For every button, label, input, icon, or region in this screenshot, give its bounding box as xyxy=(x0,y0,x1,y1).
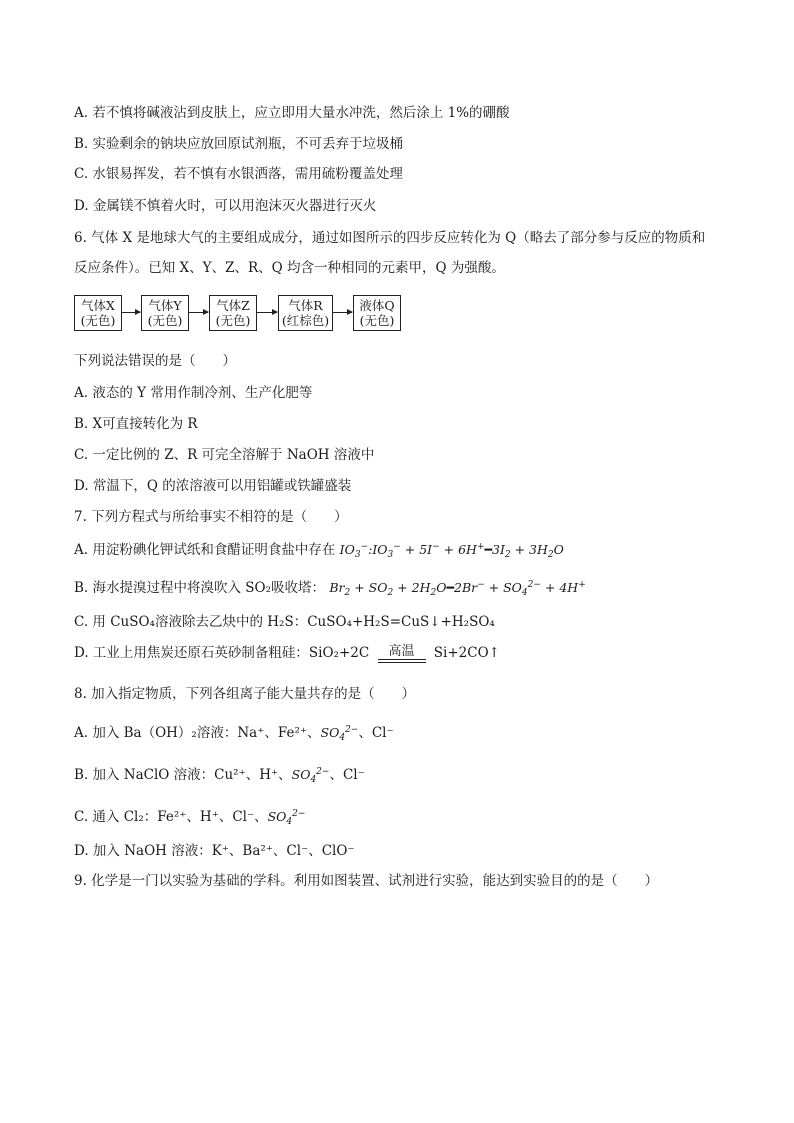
q6-stem-line1: 6. 气体 X 是地球大气的主要组成成分，通过如图所示的四步反应转化为 Q（略去了部分参与反应的物质和 xyxy=(74,230,706,246)
q6-stem-line2: 反应条件）。已知 X、Y、Z、R、Q 均含一种相同的元素甲，Q 为强酸。 xyxy=(74,260,505,276)
q5-option-b: B. 实验剩余的钠块应放回原试剂瓶，不可丢弃于垃圾桶 xyxy=(74,136,404,152)
flow-arrow xyxy=(122,312,140,313)
q7-option-a: A. 用淀粉碘化钾试纸和食醋证明食盐中存在 $IO_3^-:IO_3^- + 5I^-$ + $6H^+━3I_2 + 3H_2O$ xyxy=(74,542,564,560)
q7-option-b: B. 海水提溴过程中将溴吹入 SO₂吸收塔： $Br_2 + SO_2$ + $2H_2O━2Br^- + SO_4^{2-} + 4H^+$ xyxy=(74,580,586,598)
q8-option-d: D. 加入 NaOH 溶液：K⁺、Ba²⁺、Cl⁻、ClO⁻ xyxy=(74,843,355,859)
q7-option-d: D. 工业上用焦炭还原石英砂制备粗硅：SiO₂+2C 高温 Si+2CO↑ xyxy=(74,644,500,661)
q9-stem: 9. 化学是一门以实验为基础的学科。利用如图装置、试剂进行实验，能达到实验目的的是（ ） xyxy=(74,873,659,889)
sulfate-ion: $SO_4^{2-}$ xyxy=(267,809,306,827)
sulfate-ion: $SO_4^{2-}$ xyxy=(291,767,330,785)
q6-question: 下列说法错误的是（ ） xyxy=(74,353,236,369)
sulfate-ion: $SO_4^{2-}$ xyxy=(320,725,359,743)
flow-box-z: 气体Z (无色) xyxy=(209,295,257,331)
flow-box-x: 气体X (无色) xyxy=(74,295,122,331)
reaction-condition: 高温 xyxy=(378,644,426,663)
q8-stem: 8. 加入指定物质，下列各组离子能大量共存的是（ ） xyxy=(74,686,416,702)
flow-box-q: 液体Q (无色) xyxy=(353,295,401,331)
flow-arrow xyxy=(333,312,352,313)
q5-option-a: A. 若不慎将碱液沾到皮肤上，应立即用大量水冲洗，然后涂上 1%的硼酸 xyxy=(74,105,510,121)
q7-b-equation: $Br_2 + SO_2$ + $2H_2O━2Br^- + SO_4^{2-} + 4H^+$ xyxy=(329,580,586,598)
q8-option-b: B. 加入 NaClO 溶液：Cu²⁺、H⁺、$SO_4^{2-}$、Cl⁻ xyxy=(74,767,365,785)
flow-arrow xyxy=(189,312,208,313)
q6-option-c: C. 一定比例的 Z、R 可完全溶解于 NaOH 溶液中 xyxy=(74,447,375,463)
flow-box-y: 气体Y (无色) xyxy=(141,295,189,331)
q5-option-d: D. 金属镁不慎着火时，可以用泡沫灭火器进行灭火 xyxy=(74,198,377,214)
q7-a-equation: $IO_3^-:IO_3^- + 5I^-$ + $6H^+━3I_2 + 3H_2O$ xyxy=(339,542,564,560)
q6-option-a: A. 液态的 Y 常用作制冷剂、生产化肥等 xyxy=(74,385,313,401)
q6-conversion-diagram xyxy=(74,295,404,333)
q5-option-c: C. 水银易挥发，若不慎有水银洒落，需用硫粉覆盖处理 xyxy=(74,166,403,182)
q6-option-d: D. 常温下，Q 的浓溶液可以用铝罐或铁罐盛装 xyxy=(74,478,352,494)
flow-box-r: 气体R (红棕色) xyxy=(278,295,333,331)
q8-option-c: C. 通入 Cl₂：Fe²⁺、H⁺、Cl⁻、$SO_4^{2-}$ xyxy=(74,809,306,827)
q8-option-a: A. 加入 Ba（OH）₂溶液：Na⁺、Fe²⁺、$SO_4^{2-}$、Cl⁻ xyxy=(74,725,394,743)
q6-option-b: B. X可直接转化为 R xyxy=(74,416,198,432)
q7-stem: 7. 下列方程式与所给事实不相符的是（ ） xyxy=(74,509,348,525)
q7-option-c: C. 用 CuSO₄溶液除去乙炔中的 H₂S：CuSO₄+H₂S=CuS↓+H₂SO₄ xyxy=(74,614,495,630)
flow-arrow xyxy=(257,312,277,313)
